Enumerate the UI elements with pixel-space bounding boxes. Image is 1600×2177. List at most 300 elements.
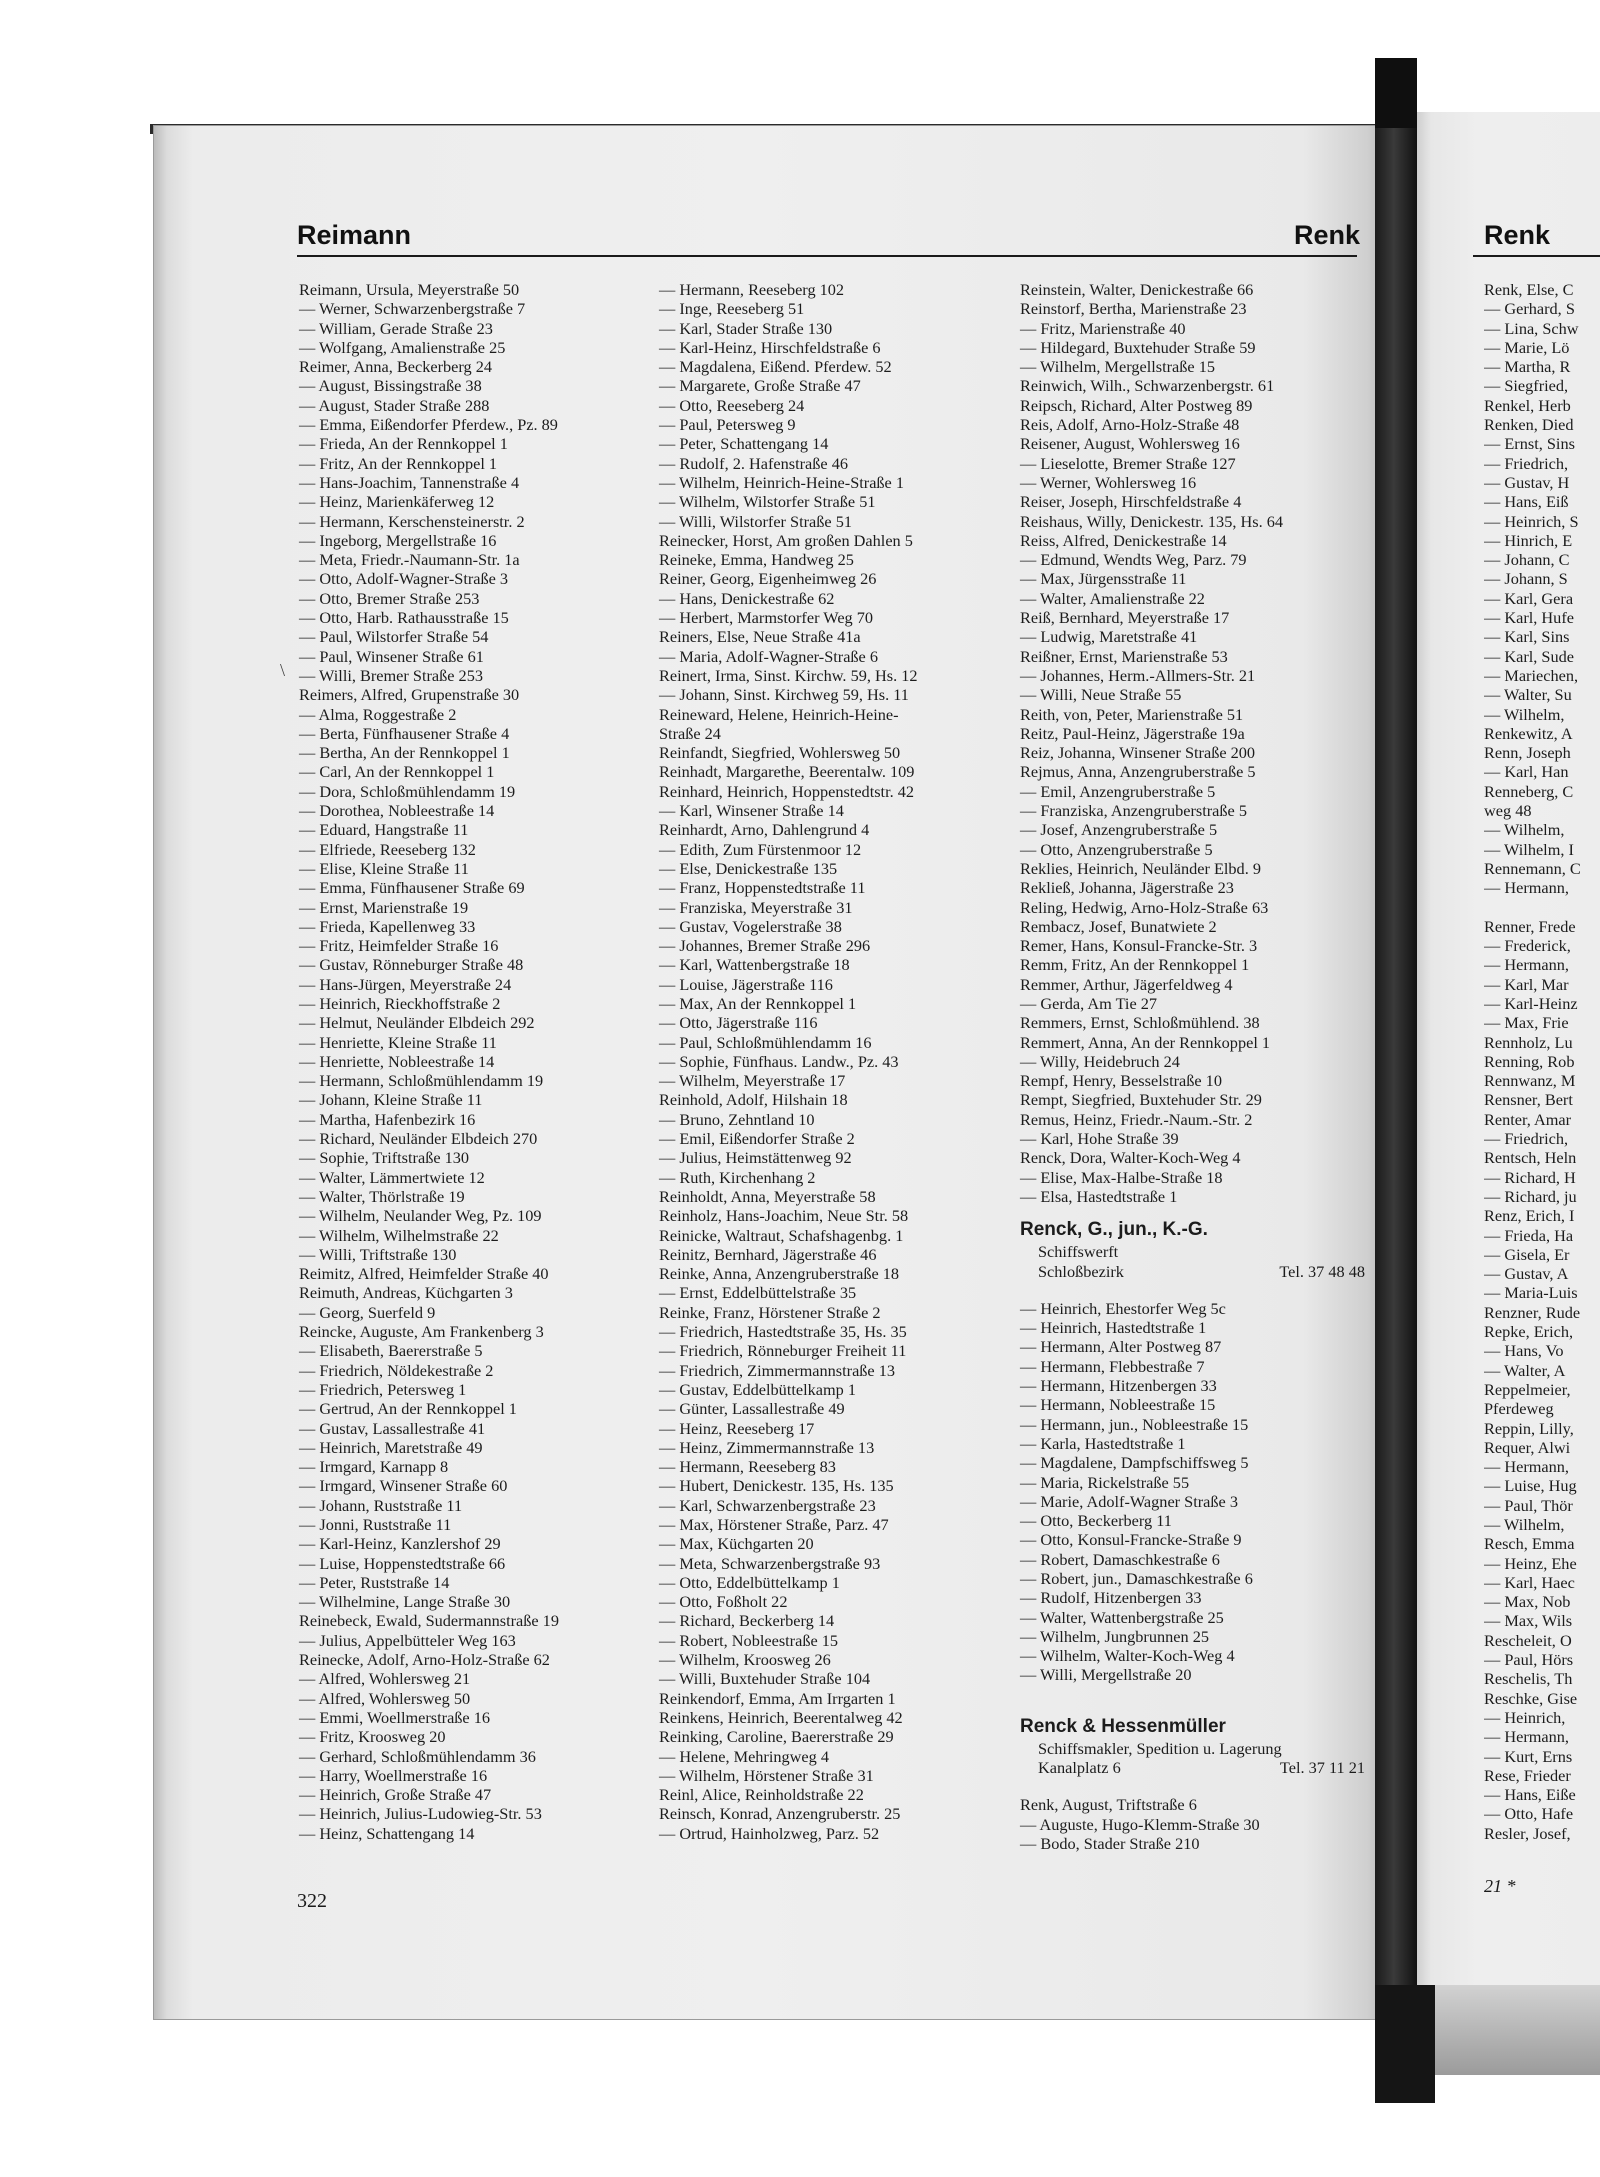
directory-entry: — Wilhelm, Hörstener Straße 31	[659, 1765, 874, 1785]
directory-entry: — Max, Küchgarten 20	[659, 1534, 814, 1554]
firm-phone: Tel. 37 11 21	[1279, 1758, 1365, 1778]
directory-entry: Reimitz, Alfred, Heimfelder Straße 40	[299, 1264, 549, 1284]
directory-entry: — Frieda, Kapellenweg 33	[299, 916, 476, 936]
directory-entry: — Peter, Schattengang 14	[659, 434, 829, 454]
firm-line: Schiffswerft	[1038, 1242, 1119, 1262]
directory-entry: — Elise, Max-Halbe-Straße 18	[1020, 1167, 1223, 1187]
directory-entry: Remm, Fritz, An der Rennkoppel 1	[1020, 955, 1250, 975]
directory-entry: — Willi, Mergellstraße 20	[1020, 1665, 1192, 1685]
directory-entry: — Paul, Winsener Straße 61	[299, 646, 484, 666]
directory-entry: — Heinrich, Hastedtstraße 1	[1020, 1318, 1207, 1338]
directory-entry: — Hermann, Alter Postweg 87	[1020, 1337, 1222, 1357]
directory-entry: — Frieda, Ha	[1484, 1225, 1574, 1245]
directory-entry: Rembacz, Josef, Bunatwiete 2	[1020, 916, 1217, 936]
directory-entry: — Otto, Adolf-Wagner-Straße 3	[299, 569, 509, 589]
directory-entry: — Gertrud, An der Rennkoppel 1	[299, 1399, 517, 1419]
directory-entry: — Otto, Jägerstraße 116	[659, 1013, 818, 1033]
page-header-right: Renk	[1294, 220, 1361, 250]
directory-entry: Renz, Erich, I	[1484, 1206, 1575, 1226]
directory-entry: — Otto, Harb. Rathausstraße 15	[299, 608, 509, 628]
right-header-rule	[1473, 255, 1600, 257]
directory-entry: Renk, August, Triftstraße 6	[1020, 1795, 1197, 1815]
directory-entry: — Wilhelm, Jungbrunnen 25	[1020, 1626, 1209, 1646]
directory-entry: — Emil, Anzengruberstraße 5	[1020, 781, 1216, 801]
directory-entry: — Karl, Sins	[1484, 627, 1570, 647]
directory-entry: — Emil, Eißendorfer Straße 2	[659, 1129, 855, 1149]
directory-entry: — Fritz, Heimfelder Straße 16	[299, 936, 499, 956]
directory-entry: — Wilhelm, Wilhelmstraße 22	[299, 1225, 499, 1245]
directory-entry: — Franziska, Meyerstraße 31	[659, 897, 853, 917]
directory-entry: Resch, Emma	[1484, 1534, 1575, 1554]
directory-entry: Reinholdt, Anna, Meyerstraße 58	[659, 1186, 876, 1206]
directory-entry: — Siegfried,	[1484, 376, 1569, 396]
directory-entry: — Peter, Ruststraße 14	[299, 1572, 450, 1592]
directory-entry: — Karl, Schwarzenbergstraße 23	[659, 1495, 876, 1515]
directory-entry: — Walter, Su	[1484, 685, 1572, 705]
directory-entry: Requer, Alwi	[1484, 1437, 1571, 1457]
directory-entry: — Wilhelm, Kroosweg 26	[659, 1650, 831, 1670]
directory-entry: Renn, Joseph	[1484, 743, 1571, 763]
directory-entry: Reineward, Helene, Heinrich-Heine-	[659, 704, 899, 724]
directory-entry: — Otto, Hafe	[1484, 1804, 1574, 1824]
entries-group-a	[1020, 280, 1365, 1206]
directory-entry: — Hermann,	[1484, 955, 1569, 975]
directory-entry: — Maria-Luis	[1484, 1283, 1578, 1303]
directory-entry: — Karl, Stader Straße 130	[659, 318, 833, 338]
directory-entry: Remer, Hans, Konsul-Francke-Str. 3	[1020, 936, 1258, 956]
directory-entry: — Henriette, Nobleestraße 14	[299, 1051, 495, 1071]
directory-entry: Reinebeck, Ewald, Sudermannstraße 19	[299, 1611, 559, 1631]
directory-entry: Renning, Rob	[1484, 1051, 1575, 1071]
directory-entry: — Heinrich, S	[1484, 511, 1579, 531]
directory-entry: — Fritz, Marienstraße 40	[1020, 318, 1186, 338]
directory-entry: Renner, Frede	[1484, 916, 1576, 936]
directory-entry: — Wilhelm, Neulander Weg, Pz. 109	[299, 1206, 542, 1226]
directory-entry: — Bertha, An der Rennkoppel 1	[299, 743, 510, 763]
directory-entry: Pferdeweg	[1484, 1399, 1554, 1419]
directory-entry: Renneberg, C	[1484, 781, 1574, 801]
directory-entry: Renkel, Herb	[1484, 395, 1571, 415]
directory-entry: — Richard, Neuländer Elbdeich 270	[299, 1129, 538, 1149]
directory-entry: Reinicke, Waltraut, Schafshagenbg. 1	[659, 1225, 904, 1245]
directory-entry: — Gerda, Am Tie 27	[1020, 993, 1158, 1013]
directory-entry: Reineke, Emma, Handweg 25	[659, 550, 854, 570]
directory-entry: — Martha, Hafenbezirk 16	[299, 1109, 476, 1129]
directory-entry: — Irmgard, Winsener Straße 60	[299, 1476, 508, 1496]
page-number: 322	[297, 1890, 327, 1912]
directory-entry: Reimann, Ursula, Meyerstraße 50	[299, 280, 520, 299]
directory-entry: — Heinz, Zimmermannstraße 13	[659, 1437, 875, 1457]
directory-entry: — Marie, Lö	[1484, 337, 1570, 357]
directory-entry: Renk, Else, C	[1484, 280, 1574, 299]
directory-entry: Reiners, Else, Neue Straße 41a	[659, 627, 861, 647]
directory-entry: — Hermann, Nobleestraße 15	[1020, 1395, 1216, 1415]
directory-entry: Reinking, Caroline, Baererstraße 29	[659, 1727, 894, 1747]
directory-entry: — Heinrich, Maretstraße 49	[299, 1437, 483, 1457]
directory-entry: — Gustav, Eddelbüttelkamp 1	[659, 1379, 856, 1399]
directory-entry: — Johann, S	[1484, 569, 1568, 589]
directory-entry: — Hans-Joachim, Tannenstraße 4	[299, 472, 520, 492]
directory-entry: — Willi, Triftstraße 130	[299, 1244, 457, 1264]
directory-entry: — Max, Jürgensstraße 11	[1020, 569, 1187, 589]
directory-entry: Reimer, Anna, Beckerberg 24	[299, 357, 493, 377]
directory-entry: — Hubert, Denickestr. 135, Hs. 135	[659, 1476, 894, 1496]
directory-entry: — Paul, Schloßmühlendamm 16	[659, 1032, 872, 1052]
directory-entry: Reiß, Bernhard, Meyerstraße 17	[1020, 608, 1230, 628]
directory-entry: Reiss, Alfred, Denickestraße 14	[1020, 530, 1227, 550]
directory-entry: Reinfandt, Siegfried, Wohlersweg 50	[659, 743, 901, 763]
directory-entry: — Emmi, Woellmerstraße 16	[299, 1707, 491, 1727]
directory-entry: — Lina, Schw	[1484, 318, 1579, 338]
directory-entry: — Werner, Wohlersweg 16	[1020, 472, 1197, 492]
directory-entry: — Franziska, Anzengruberstraße 5	[1020, 801, 1247, 821]
directory-entry: — Gustav, Rönneburger Straße 48	[299, 955, 524, 975]
directory-entry: — Robert, Nobleestraße 15	[659, 1630, 839, 1650]
directory-entry: Reimers, Alfred, Grupenstraße 30	[299, 685, 520, 705]
directory-entry: Renck, Dora, Walter-Koch-Weg 4	[1020, 1148, 1241, 1168]
directory-entry: — Edith, Zum Fürstenmoor 12	[659, 839, 862, 859]
directory-entry: — Friedrich,	[1484, 453, 1569, 473]
directory-entry: — Hans, Eiß	[1484, 492, 1569, 512]
right-page-shadow	[1417, 1985, 1600, 2075]
directory-entry: — Jonni, Ruststraße 11	[299, 1515, 452, 1534]
directory-entry: — Robert, jun., Damaschkestraße 6	[1020, 1569, 1253, 1588]
directory-entry: — Elsa, Hastedtstraße 1	[1020, 1186, 1178, 1206]
directory-entry: Reinecke, Adolf, Arno-Holz-Straße 62	[299, 1650, 550, 1670]
directory-entry: — Mariechen,	[1484, 665, 1579, 685]
directory-entry: — Alma, Roggestraße 2	[299, 704, 457, 724]
directory-entry: — Johannes, Herm.-Allmers-Str. 21	[1020, 665, 1256, 685]
directory-entry: — Willy, Heidebruch 24	[1020, 1051, 1180, 1071]
margin-mark: \	[280, 660, 286, 680]
directory-entry: — Magdalene, Dampfschiffsweg 5	[1020, 1453, 1249, 1473]
directory-column-3	[1020, 280, 1365, 1853]
directory-entry: — Auguste, Hugo-Klemm-Straße 30	[1020, 1814, 1260, 1834]
directory-entry: — Wilhelm, Wilstorfer Straße 51	[659, 492, 876, 512]
directory-entry: — Gustav, H	[1484, 472, 1570, 492]
directory-entry: — Fritz, Kroosweg 20	[299, 1727, 446, 1747]
directory-entry: — Hermann, Schloßmühlendamm 19	[299, 1071, 544, 1091]
directory-entry: — Karl, Hohe Straße 39	[1020, 1129, 1179, 1149]
directory-entry: — Karl-Heinz	[1484, 993, 1578, 1013]
directory-entry: — Julius, Appelbütteler Weg 163	[299, 1630, 516, 1650]
directory-entry: — Dorothea, Nobleestraße 14	[299, 801, 495, 821]
right-page-header: Renk	[1484, 220, 1551, 250]
directory-entry: — Heinrich, Ehestorfer Weg 5c	[1020, 1298, 1226, 1318]
directory-entry: — Walter, Thörlstraße 19	[299, 1186, 465, 1206]
directory-entry: — Heinrich, Große Straße 47	[299, 1785, 492, 1805]
directory-entry: — Hermann, Reeseberg 83	[659, 1457, 836, 1477]
directory-entry: — Walter, Lämmertwiete 12	[299, 1167, 485, 1187]
directory-entry: Remmers, Ernst, Schloßmühlend. 38	[1020, 1013, 1260, 1033]
directory-entry: Renter, Amar	[1484, 1109, 1572, 1129]
directory-entry: — Harry, Woellmerstraße 16	[299, 1765, 488, 1785]
directory-entry: — Hans, Vo	[1484, 1341, 1564, 1361]
directory-entry: Reipsch, Richard, Alter Postweg 89	[1020, 395, 1253, 415]
directory-entry: — Franz, Hoppenstedtstraße 11	[659, 878, 866, 898]
directory-entry: — Friedrich,	[1484, 1129, 1569, 1149]
entries-group-b	[1020, 1299, 1365, 1685]
directory-entry: — Rudolf, Hitzenbergen 33	[1020, 1588, 1202, 1608]
directory-entry: — Paul, Wilstorfer Straße 54	[299, 627, 489, 647]
directory-entry: — Heinrich,	[1484, 1707, 1566, 1727]
directory-entry: — Gustav, A	[1484, 1264, 1569, 1284]
directory-entry: Reinke, Anna, Anzengruberstraße 18	[659, 1264, 900, 1284]
directory-entry: — Maria, Adolf-Wagner-Straße 6	[659, 646, 878, 666]
directory-entry: — Wilhelm, Walter-Koch-Weg 4	[1020, 1646, 1235, 1666]
directory-entry: Remus, Heinz, Friedr.-Naum.-Str. 2	[1020, 1109, 1253, 1129]
directory-entry: — Willi, Neue Straße 55	[1020, 685, 1182, 705]
directory-entry: — Herbert, Marmstorfer Weg 70	[659, 608, 874, 628]
directory-entry: — Wilhelm,	[1484, 704, 1565, 724]
directory-entry: — Gustav, Lassallestraße 41	[299, 1418, 486, 1438]
directory-entry: Rejmus, Anna, Anzengruberstraße 5	[1020, 762, 1256, 782]
directory-entry: Rese, Frieder	[1484, 1765, 1571, 1785]
directory-entry: — Otto, Bremer Straße 253	[299, 588, 480, 608]
directory-entry: Reishaus, Willy, Denickestr. 135, Hs. 64	[1020, 511, 1283, 531]
directory-entry: — Sophie, Triftstraße 130	[299, 1148, 470, 1168]
directory-entry: — Hermann,	[1484, 1457, 1569, 1477]
directory-entry: — Elfriede, Reeseberg 132	[299, 839, 476, 859]
directory-entry: — Willi, Buxtehuder Straße 104	[659, 1669, 871, 1689]
directory-entry: Reppelmeier,	[1484, 1379, 1571, 1399]
directory-entry: Reinhadt, Margarethe, Beerentalw. 109	[659, 762, 915, 782]
directory-entry: — Wilhelmine, Lange Straße 30	[299, 1592, 511, 1612]
directory-entry: Renken, Died	[1484, 415, 1574, 435]
firm-address: Kanalplatz 6	[1038, 1758, 1121, 1778]
directory-entry: Rennemann, C	[1484, 858, 1581, 878]
directory-entry: — Heinz, Schattengang 14	[299, 1823, 475, 1843]
directory-entry: — Karl, Haec	[1484, 1572, 1575, 1592]
directory-entry: Reinstorf, Bertha, Marienstraße 23	[1020, 299, 1247, 319]
directory-entry: — Hans, Eiße	[1484, 1785, 1576, 1805]
right-page-column	[1484, 280, 1600, 1843]
directory-entry: — Louise, Jägerstraße 116	[659, 974, 833, 994]
directory-entry: Renzner, Rude	[1484, 1302, 1581, 1322]
directory-entry: — Heinrich, Rieckhoffstraße 2	[299, 993, 501, 1013]
directory-entry: — Max, Nob	[1484, 1592, 1571, 1612]
directory-column-2	[659, 280, 1014, 1843]
directory-entry: Reinke, Franz, Hörstener Straße 2	[659, 1302, 881, 1322]
directory-entry: — Johann, C	[1484, 550, 1570, 570]
directory-entry: — Friedrich, Nöldekestraße 2	[299, 1360, 494, 1380]
directory-entry	[1484, 898, 1600, 917]
directory-entry: — Inge, Reeseberg 51	[659, 299, 805, 319]
directory-entry: — Ernst, Marienstraße 19	[299, 897, 469, 917]
directory-entry: — Emma, Fünfhausener Straße 69	[299, 878, 525, 898]
directory-entry: — Hans, Denickestraße 62	[659, 588, 835, 608]
directory-entry: — Georg, Suerfeld 9	[299, 1302, 436, 1322]
spine-bottom	[1375, 1985, 1435, 2103]
directory-entry: Reith, von, Peter, Marienstraße 51	[1020, 704, 1244, 724]
header-rule	[297, 255, 1357, 257]
directory-entry: — Walter, A	[1484, 1360, 1566, 1380]
directory-entry: — Hildegard, Buxtehuder Straße 59	[1020, 337, 1256, 357]
directory-entry: Repke, Erich,	[1484, 1322, 1574, 1342]
directory-entry: — August, Stader Straße 288	[299, 395, 490, 415]
directory-entry: — Otto, Beckerberg 11	[1020, 1511, 1172, 1531]
directory-entry: — Hermann, jun., Nobleestraße 15	[1020, 1414, 1249, 1434]
directory-entry: Reppin, Lilly,	[1484, 1418, 1574, 1438]
directory-entry: — Wilhelm,	[1484, 820, 1565, 840]
directory-entry: — Hinrich, E	[1484, 530, 1573, 550]
directory-entry: — Karl, Hufe	[1484, 608, 1574, 628]
directory-entry: Reiner, Georg, Eigenheimweg 26	[659, 569, 877, 589]
directory-entry: — Walter, Wattenbergstraße 25	[1020, 1607, 1224, 1627]
directory-entry: — Wilhelm,	[1484, 1515, 1565, 1534]
directory-entry: — Friedrich, Petersweg 1	[299, 1379, 467, 1399]
directory-entry: weg 48	[1484, 801, 1532, 821]
directory-entry: — Max, Hörstener Straße, Parz. 47	[659, 1515, 889, 1534]
directory-entry: — Hermann,	[1484, 878, 1569, 898]
directory-entry: — Otto, Reeseberg 24	[659, 395, 805, 415]
directory-entry: — Frederick,	[1484, 936, 1571, 956]
directory-entry: Reinert, Irma, Sinst. Kirchw. 59, Hs. 12	[659, 665, 918, 685]
directory-entry: Rennholz, Lu	[1484, 1032, 1573, 1052]
entries-group-c	[1020, 1795, 1365, 1853]
directory-entry: — Alfred, Wohlersweg 50	[299, 1688, 471, 1708]
directory-entry: — Else, Denickestraße 135	[659, 858, 838, 878]
directory-entry: — Wilhelm, Meyerstraße 17	[659, 1071, 846, 1091]
directory-entry: — Friedrich, Hastedtstraße 35, Hs. 35	[659, 1322, 907, 1342]
directory-entry: — Lieselotte, Bremer Straße 127	[1020, 453, 1236, 473]
directory-column-1	[299, 280, 654, 1843]
directory-entry: — Johann, Ruststraße 11	[299, 1495, 463, 1515]
directory-entry: — Martha, R	[1484, 357, 1571, 377]
directory-entry: — Friedrich, Zimmermannstraße 13	[659, 1360, 896, 1380]
directory-entry: — Ernst, Sins	[1484, 434, 1575, 454]
directory-entry: — Karl, Han	[1484, 762, 1569, 782]
firm-phone: Tel. 37 48 48	[1279, 1261, 1365, 1281]
directory-entry: — Karla, Hastedtstraße 1	[1020, 1433, 1186, 1453]
directory-entry: Reinstein, Walter, Denickestraße 66	[1020, 280, 1254, 299]
directory-entry: Rempt, Siegfried, Buxtehuder Str. 29	[1020, 1090, 1262, 1110]
directory-entry: Renkewitz, A	[1484, 723, 1573, 743]
directory-entry: — Robert, Damaschkestraße 6	[1020, 1549, 1220, 1569]
directory-entry: — Bodo, Stader Straße 210	[1020, 1833, 1200, 1853]
directory-entry: — Otto, Eddelbüttelkamp 1	[659, 1572, 840, 1592]
directory-entry: — Max, Wils	[1484, 1611, 1573, 1631]
directory-entry: — Eduard, Hangstraße 11	[299, 820, 469, 840]
directory-entry: Reitz, Paul-Heinz, Jägerstraße 19a	[1020, 723, 1245, 743]
directory-entry: — Willi, Bremer Straße 253	[299, 665, 483, 685]
directory-entry: — Richard, Beckerberg 14	[659, 1611, 835, 1631]
directory-entry: — Irmgard, Karnapp 8	[299, 1457, 449, 1477]
directory-entry: — Magdalena, Eißend. Pferdew. 52	[659, 357, 892, 377]
firm-line: Schiffsmakler, Spedition u. Lagerung	[1038, 1738, 1282, 1758]
directory-entry: Remmer, Arthur, Jägerfeldweg 4	[1020, 974, 1233, 994]
directory-entry: — Hermann, Reeseberg 102	[659, 280, 845, 299]
directory-entry: Rempf, Henry, Besselstraße 10	[1020, 1071, 1222, 1091]
directory-entry: — Friedrich, Rönneburger Freiheit 11	[659, 1341, 907, 1361]
directory-entry: Reklies, Heinrich, Neuländer Elbd. 9	[1020, 858, 1261, 878]
directory-entry: — Walter, Amalienstraße 22	[1020, 588, 1205, 608]
directory-entry: — Ruth, Kirchenhang 2	[659, 1167, 816, 1187]
directory-entry: Rennwanz, M	[1484, 1071, 1576, 1091]
directory-entry: Reiz, Johanna, Winsener Straße 200	[1020, 743, 1256, 763]
directory-entry: — Alfred, Wohlersweg 21	[299, 1669, 471, 1689]
directory-entry: — Wilhelm, I	[1484, 839, 1574, 859]
directory-entry: — Marie, Adolf-Wagner Straße 3	[1020, 1491, 1238, 1511]
directory-entry: Remmert, Anna, An der Rennkoppel 1	[1020, 1032, 1271, 1052]
directory-entry: Reinecker, Horst, Am großen Dahlen 5	[659, 530, 913, 550]
directory-entry: Rekließ, Johanna, Jägerstraße 23	[1020, 878, 1234, 898]
directory-entry: — Karl, Mar	[1484, 974, 1569, 994]
directory-entry: — Emma, Eißendorfer Pferdew., Pz. 89	[299, 415, 558, 435]
directory-entry: — Heinz, Ehe	[1484, 1553, 1577, 1573]
directory-entry: Rensner, Bert	[1484, 1090, 1573, 1110]
directory-entry: — Paul, Hörs	[1484, 1650, 1574, 1670]
directory-entry: Reinsch, Konrad, Anzengruberstr. 25	[659, 1804, 901, 1824]
directory-entry: Rescheleit, O	[1484, 1630, 1572, 1650]
directory-entry: — Willi, Wilstorfer Straße 51	[659, 511, 852, 531]
directory-entry: — Heinz, Marienkäferweg 12	[299, 492, 495, 512]
directory-entry: Reinitz, Bernhard, Jägerstraße 46	[659, 1244, 877, 1264]
firm-address-row	[1020, 1262, 1365, 1281]
directory-entry: — Luise, Hoppenstedtstraße 66	[299, 1553, 506, 1573]
directory-entry: — Hermann, Flebbestraße 7	[1020, 1356, 1205, 1376]
directory-entry: Reinkens, Heinrich, Beerentalweg 42	[659, 1707, 903, 1727]
directory-entry: — Gerhard, Schloßmühlendamm 36	[299, 1746, 536, 1766]
directory-entry: — Richard, H	[1484, 1167, 1576, 1187]
directory-entry: — Meta, Friedr.-Naumann-Str. 1a	[299, 550, 520, 570]
directory-entry: — Otto, Foßholt 22	[659, 1592, 788, 1612]
directory-entry: Reißner, Ernst, Marienstraße 53	[1020, 646, 1228, 666]
directory-entry: — Johann, Kleine Straße 11	[299, 1090, 483, 1110]
directory-entry: — Johannes, Bremer Straße 296	[659, 936, 871, 956]
directory-entry: — Hans-Jürgen, Meyerstraße 24	[299, 974, 512, 994]
page-header-left: Reimann	[297, 220, 412, 250]
book-spine	[1375, 58, 1417, 2103]
directory-entry: — Johann, Sinst. Kirchweg 59, Hs. 11	[659, 685, 909, 705]
directory-entry: Reiser, Joseph, Hirschfeldstraße 4	[1020, 492, 1242, 512]
directory-entry: Reisener, August, Wohlersweg 16	[1020, 434, 1240, 454]
directory-entry: — William, Gerade Straße 23	[299, 318, 493, 338]
directory-entry: — Hermann, Hitzenbergen 33	[1020, 1376, 1217, 1396]
directory-entry: — Berta, Fünfhausener Straße 4	[299, 723, 510, 743]
directory-entry: Reis, Adolf, Arno-Holz-Straße 48	[1020, 415, 1240, 435]
directory-entry: — Karl-Heinz, Hirschfeldstraße 6	[659, 337, 881, 357]
directory-entry: — Ludwig, Maretstraße 41	[1020, 627, 1198, 647]
directory-entry: — Sophie, Fünfhaus. Landw., Pz. 43	[659, 1051, 899, 1071]
directory-entry: — Karl, Wattenbergstraße 18	[659, 955, 850, 975]
directory-entry: — Heinz, Reeseberg 17	[659, 1418, 815, 1438]
directory-entry: — Ortrud, Hainholzweg, Parz. 52	[659, 1823, 880, 1843]
directory-entry: — Helene, Mehringweg 4	[659, 1746, 829, 1766]
directory-entry: — Otto, Konsul-Francke-Straße 9	[1020, 1530, 1242, 1550]
directory-entry: — Günter, Lassallestraße 49	[659, 1399, 845, 1419]
right-page-signature: 21 *	[1484, 1876, 1516, 1896]
directory-entry: Reinholz, Hans-Joachim, Neue Str. 58	[659, 1206, 909, 1226]
directory-entry: — Julius, Heimstättenweg 92	[659, 1148, 852, 1168]
directory-entry: — Josef, Anzengruberstraße 5	[1020, 820, 1218, 840]
directory-entry: — Wolfgang, Amalienstraße 25	[299, 337, 506, 357]
directory-entry: — Karl, Sude	[1484, 646, 1574, 666]
directory-entry: — Richard, ju	[1484, 1186, 1577, 1206]
directory-entry: Reinwich, Wilh., Schwarzenbergstr. 61	[1020, 376, 1275, 396]
firm-name: Renck, G., jun., K.-G.	[1020, 1219, 1208, 1241]
directory-entry: Resler, Josef,	[1484, 1823, 1571, 1843]
directory-entry: — Meta, Schwarzenbergstraße 93	[659, 1553, 881, 1573]
directory-entry: — Karl, Gera	[1484, 588, 1574, 608]
directory-entry: — Dora, Schloßmühlendamm 19	[299, 781, 516, 801]
directory-entry: — Heinrich, Julius-Ludowieg-Str. 53	[299, 1804, 542, 1824]
directory-entry: — Rudolf, 2. Hafenstraße 46	[659, 453, 848, 473]
directory-entry: Reinhold, Adolf, Hilshain 18	[659, 1090, 848, 1110]
directory-entry: — Paul, Petersweg 9	[659, 415, 796, 435]
directory-entry: — Henriette, Kleine Straße 11	[299, 1032, 497, 1052]
firm-address-row	[1020, 1758, 1365, 1777]
